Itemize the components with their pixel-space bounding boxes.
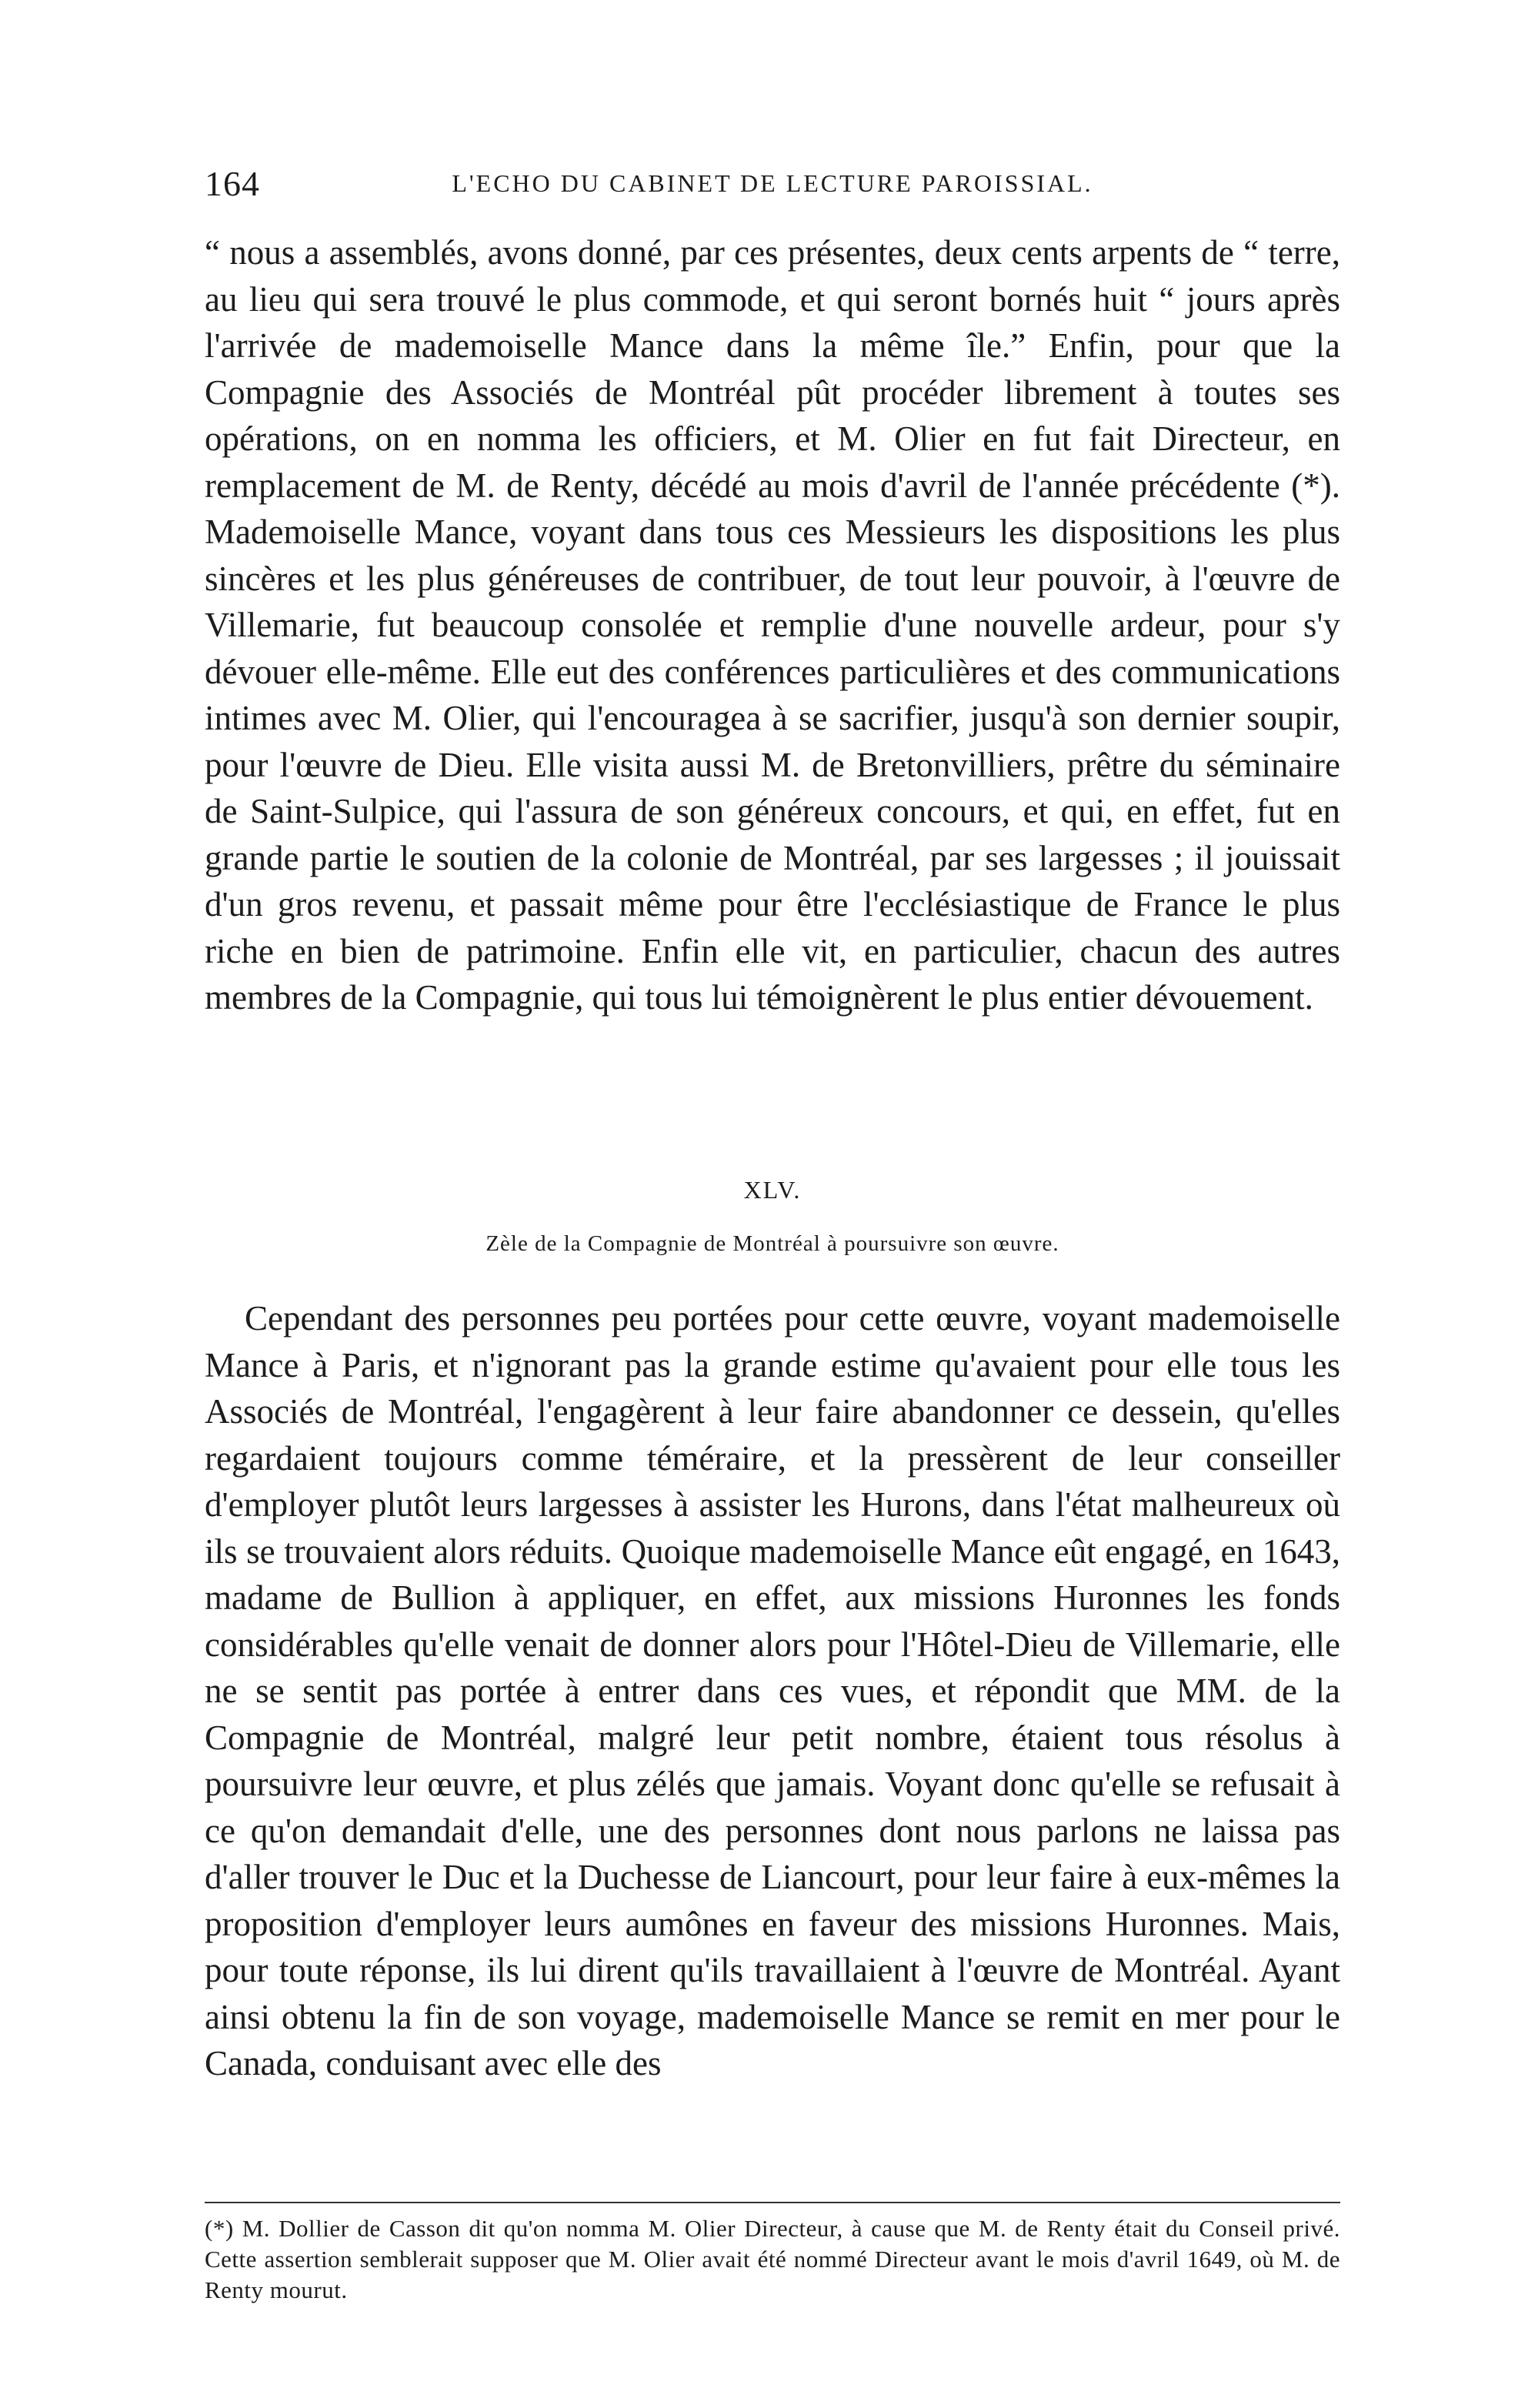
book-page [205, 0, 1340, 2408]
section-title: Zèle de la Compagnie de Montréal à poursuivre son œuvre. [485, 1231, 1059, 1256]
footnote-divider [205, 2202, 1340, 2203]
running-title: L'ECHO DU CABINET DE LECTURE PAROISSIAL. [452, 169, 1093, 197]
running-head [205, 163, 1340, 209]
footnote: (*) M. Dollier de Casson dit qu'on nomma M. Olier Directeur, à cause que M. de Renty était du Conseil privé. Cette assertion semblerait supposer que M. Olier avait été nommé Directeur avant le mois d'avril 1649, où M. de Renty mourut. [205, 2215, 1340, 2303]
section-number: XLV. [743, 1176, 802, 1204]
page-number: 164 [205, 164, 260, 203]
paragraph-1: “ nous a assemblés, avons donné, par ces présentes, deux cents arpents de “ terre, au lieu qui sera trouvé le plus commode, et qui seront bornés huit “ jours après l'arrivée de mademoiselle Mance dans la même île.” Enfin, pour que la Compagnie des Associés de Montréal pût procéder librement à toutes ses opérations, on en nomma les officiers, et M. Olier en fut fait Directeur, en remplacement de M. de Renty, décédé au mois d'avril de l'année précédente (*). Mademoiselle Mance, voyant dans tous ces Messieurs les dispositions les plus sincères et les plus généreuses de contribuer, de tout leur pouvoir, à l'œuvre de Villemarie, fut beaucoup consolée et remplie d'une nouvelle ardeur, pour s'y dévouer elle-même. Elle eut des conférences particulières et des communications intimes avec M. Olier, qui l'encouragea à se sacrifier, jusqu'à son dernier soupir, pour l'œuvre de Dieu. Elle visita aussi M. de Bretonvilliers, prêtre du séminaire de Saint-Sulpice, qui l'assura de son généreux concours, et qui, en effet, fut en grande partie le soutien de la colonie de Montréal, par ses largesses ; il jouissait d'un gros revenu, et passait même pour être l'ecclésiastique de France le plus riche en bien de patrimoine. Enfin elle vit, en particulier, chacun des autres membres de la Compagnie, qui tous lui témoignèrent le plus entier dévouement. [205, 233, 1340, 1017]
paragraph-2: Cependant des personnes peu portées pour cette œuvre, voyant mademoiselle Mance à Paris, et n'ignorant pas la grande estime qu'avaient pour elle tous les Associés de Montréal, l'engagèrent à leur faire abandonner ce dessein, qu'elles regardaient toujours comme téméraire, et la pressèrent de leur conseiller d'employer plutôt leurs largesses à assister les Hurons, dans l'état malheureux où ils se trouvaient alors réduits. Quoique mademoiselle Mance eût engagé, en 1643, madame de Bullion à appliquer, en effet, aux missions Huronnes les fonds considérables qu'elle venait de donner alors pour l'Hôtel-Dieu de Villemarie, elle ne se sentit pas portée à entrer dans ces vues, et répondit que MM. de la Compagnie de Montréal, malgré leur petit nombre, étaient tous résolus à poursuivre leur œuvre, et plus zélés que jamais. Voyant donc qu'elle se refusait à ce qu'on demandait d'elle, une des personnes dont nous parlons ne laissa pas d'aller trouver le Duc et la Duchesse de Liancourt, pour leur faire à eux-mêmes la proposition d'employer leurs aumônes en faveur des missions Huronnes. Mais, pour toute réponse, ils lui dirent qu'ils travaillaient à l'œuvre de Montréal. Ayant ainsi obtenu la fin de son voyage, mademoiselle Mance se remit en mer pour le Canada, conduisant avec elle des [205, 1299, 1340, 2082]
